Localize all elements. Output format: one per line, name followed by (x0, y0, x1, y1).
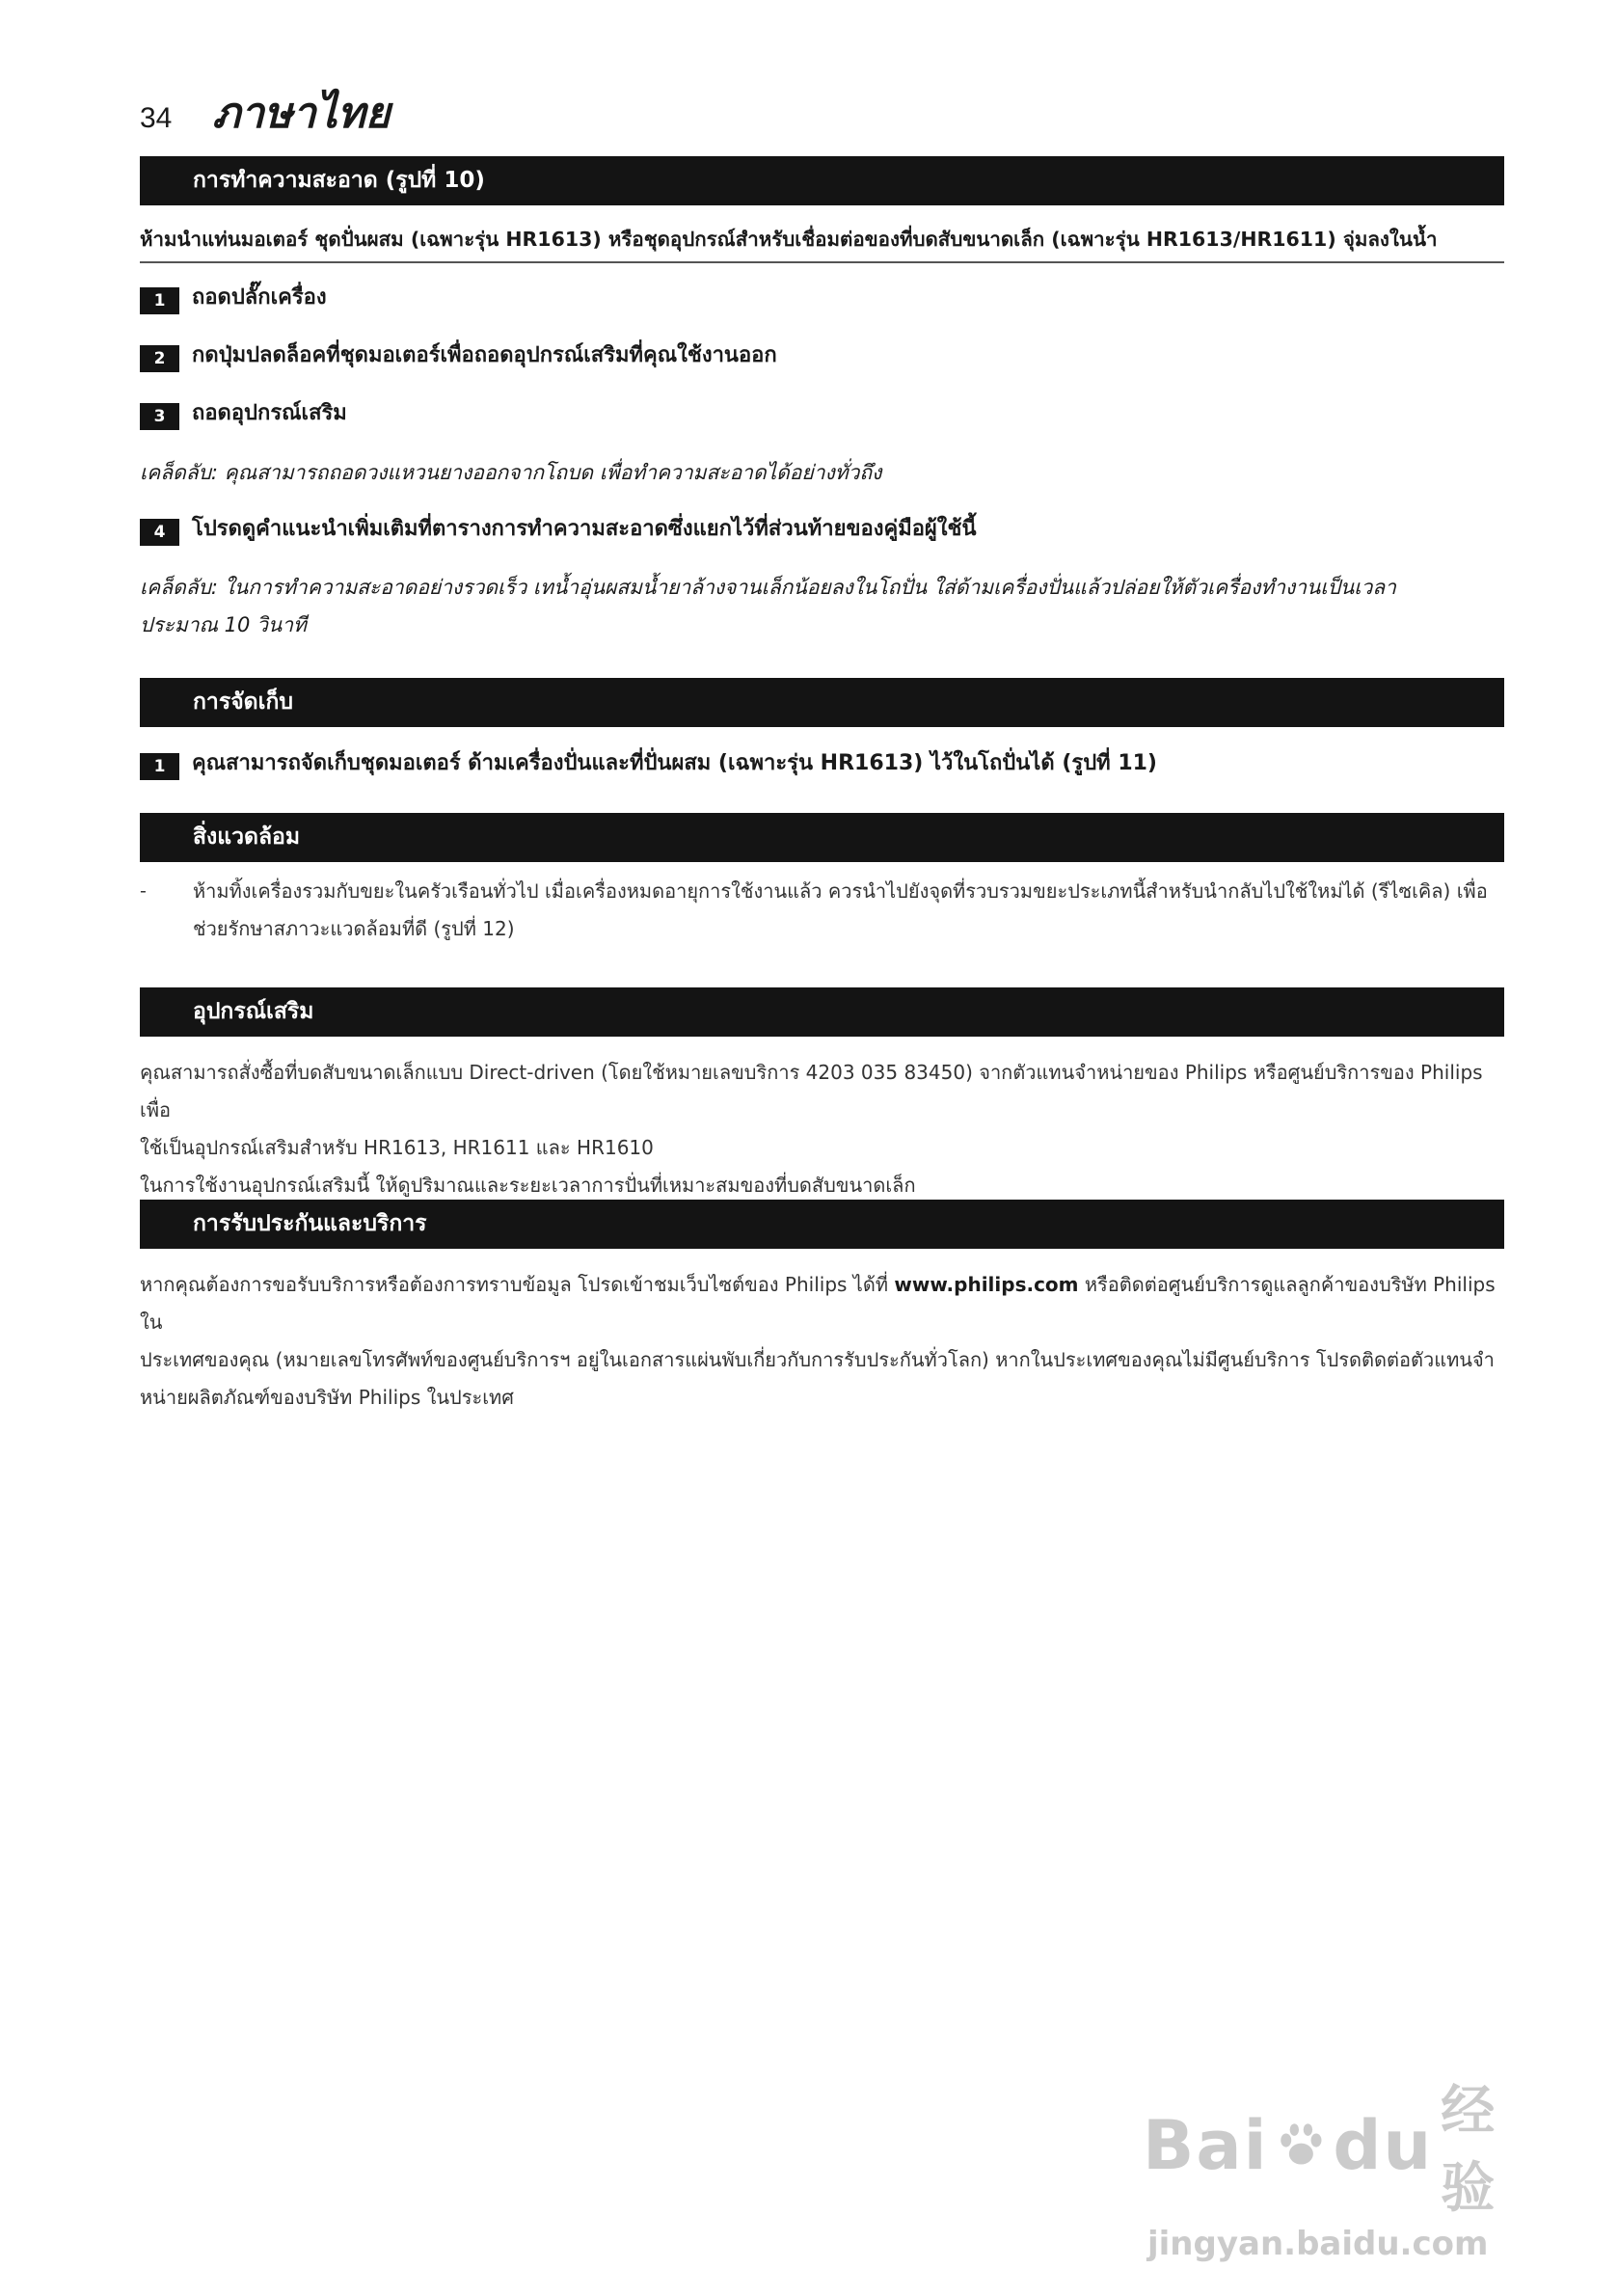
paragraph-line: ใช้เป็นอุปกรณ์เสริมสำหรับ HR1613, HR1611 และ HR1610 (140, 1136, 654, 1159)
step-text: คุณสามารถจัดเก็บชุดมอเตอร์ ด้ามเครื่องปั่นและที่ปั่นผสม (เฉพาะรุ่น HR1613) ไว้ในโถปั่นได้ (รูปที่ 11) (192, 750, 1157, 775)
storage-step-1 (140, 744, 1157, 779)
watermark-brand-left: Bai (1143, 2106, 1269, 2185)
step-text: กดปุ่มปลดล็อคที่ชุดมอเตอร์เพื่อถอดอุปกรณ์เสริมที่คุณใช้งานออก (192, 342, 777, 367)
cleaning-step-4 (140, 510, 977, 545)
step-number-badge: 2 (140, 345, 179, 372)
text-span: หรือติดต่อศูนย์บริการดูแลลูกค้าของบริษัท Philips ใน (140, 1273, 1496, 1334)
warranty-paragraph (140, 1266, 1504, 1417)
tip-line: ประมาณ 10 วินาที (140, 613, 307, 636)
page-language-title: ภาษาไทย (212, 89, 391, 138)
section-header-accessories: อุปกรณ์เสริม (140, 987, 1504, 1037)
watermark-brand-cn: 经验 (1441, 2080, 1497, 2220)
manual-page (140, 0, 1504, 2296)
page-number: 34 (140, 102, 173, 134)
section-header-warranty: การรับประกันและบริการ (140, 1200, 1504, 1249)
section-header-storage: การจัดเก็บ (140, 678, 1504, 727)
cleaning-step-2 (140, 337, 777, 371)
bullet-text (193, 873, 1504, 948)
step-number-badge: 3 (140, 403, 179, 430)
step-text: ถอดอุปกรณ์เสริม (192, 400, 347, 425)
cleaning-warning: ห้ามนำแท่นมอเตอร์ ชุดปั่นผสม (เฉพาะรุ่น HR1613) หรือชุดอุปกรณ์สำหรับเชื่อมต่อของที่บดสับขนาดเล็ก (เฉพาะรุ่น HR1613/HR1611) จุ่มลงในน้ำ (140, 224, 1504, 263)
cleaning-step-3 (140, 394, 347, 429)
tip-line: เคล็ดลับ: ในการทำความสะอาดอย่างรวดเร็ว เทน้ำอุ่นผสมน้ำยาล้างจานเล็กน้อยลงในโถปั่น ใส่ด้ามเครื่องปั่นแล้วปล่อยให้ตัวเครื่องทำงานเป็นเวลา (140, 576, 1396, 599)
step-text: โปรดดูคำแนะนำเพิ่มเติมที่ตารางการทำความสะอาดซึ่งแยกไว้ที่ส่วนท้ายของคู่มือผู้ใช้นี้ (192, 516, 977, 541)
step-text: ถอดปลั๊กเครื่อง (192, 284, 327, 310)
step-number-badge: 1 (140, 287, 179, 314)
paragraph-line: หน่ายผลิตภัณฑ์ของบริษัท Philips ในประเทศ (140, 1386, 514, 1409)
cleaning-tip-2 (140, 569, 1504, 644)
paragraph-line: ในการใช้งานอุปกรณ์เสริมนี้ ให้ดูปริมาณและระยะเวลาการปั่นที่เหมาะสมของที่บดสับขนาดเล็ก (140, 1174, 916, 1197)
watermark-domain: jingyan.baidu.com (1147, 2225, 1489, 2263)
bullet-dash: - (140, 880, 147, 902)
accessories-paragraph (140, 1054, 1504, 1204)
bullet-line: ช่วยรักษาสภาวะแวดล้อมที่ดี (รูปที่ 12) (193, 917, 515, 940)
philips-website-link[interactable]: www.philips.com (894, 1273, 1079, 1296)
paragraph-line: คุณสามารถสั่งซื้อที่บดสับขนาดเล็กแบบ Direct-driven (โดยใช้หมายเลขบริการ 4203 035 83450) จากตัวแทนจำหน่ายของ Philips หรือศูนย์บริการของ Philips เพื่อ (140, 1061, 1483, 1121)
bullet-line: ห้ามทิ้งเครื่องรวมกับขยะในครัวเรือนทั่วไป เมื่อเครื่องหมดอายุการใช้งานแล้ว ควรนำไปยังจุดที่รวบรวมขยะประเภทนี้สำหรับนำกลับไปใช้ใหม่ได้ (รีไซเคิล) เพื่อ (193, 879, 1488, 903)
watermark-brand-right: du (1333, 2106, 1434, 2185)
section-header-environment: สิ่งแวดล้อม (140, 813, 1504, 862)
cleaning-tip-1: เคล็ดลับ: คุณสามารถถอดวงแหวนยางออกจากโถบด เพื่อทำความสะอาดได้อย่างทั่วถึง (140, 461, 882, 484)
section-header-cleaning: การทำความสะอาด (รูปที่ 10) (140, 156, 1504, 205)
cleaning-step-1 (140, 279, 327, 313)
watermark-brand (1143, 2068, 1528, 2223)
step-number-badge: 4 (140, 519, 179, 546)
paw-icon (1275, 2112, 1328, 2179)
environment-bullet (140, 873, 1504, 948)
paragraph-line: ประเทศของคุณ (หมายเลขโทรศัพท์ของศูนย์บริการฯ อยู่ในเอกสารแผ่นพับเกี่ยวกับการรับประกันทั่วโลก) หากในประเทศของคุณไม่มีศูนย์บริการ โปรดติดต่อตัวแทนจำ (140, 1348, 1495, 1371)
text-span: หากคุณต้องการขอรับบริการหรือต้องการทราบข้อมูล โปรดเข้าชมเว็บไซต์ของ Philips ได้ที่ (140, 1273, 895, 1296)
baidu-watermark (1143, 2068, 1528, 2263)
page-header (140, 79, 391, 137)
step-number-badge: 1 (140, 753, 179, 780)
paragraph-line (140, 1266, 1504, 1341)
